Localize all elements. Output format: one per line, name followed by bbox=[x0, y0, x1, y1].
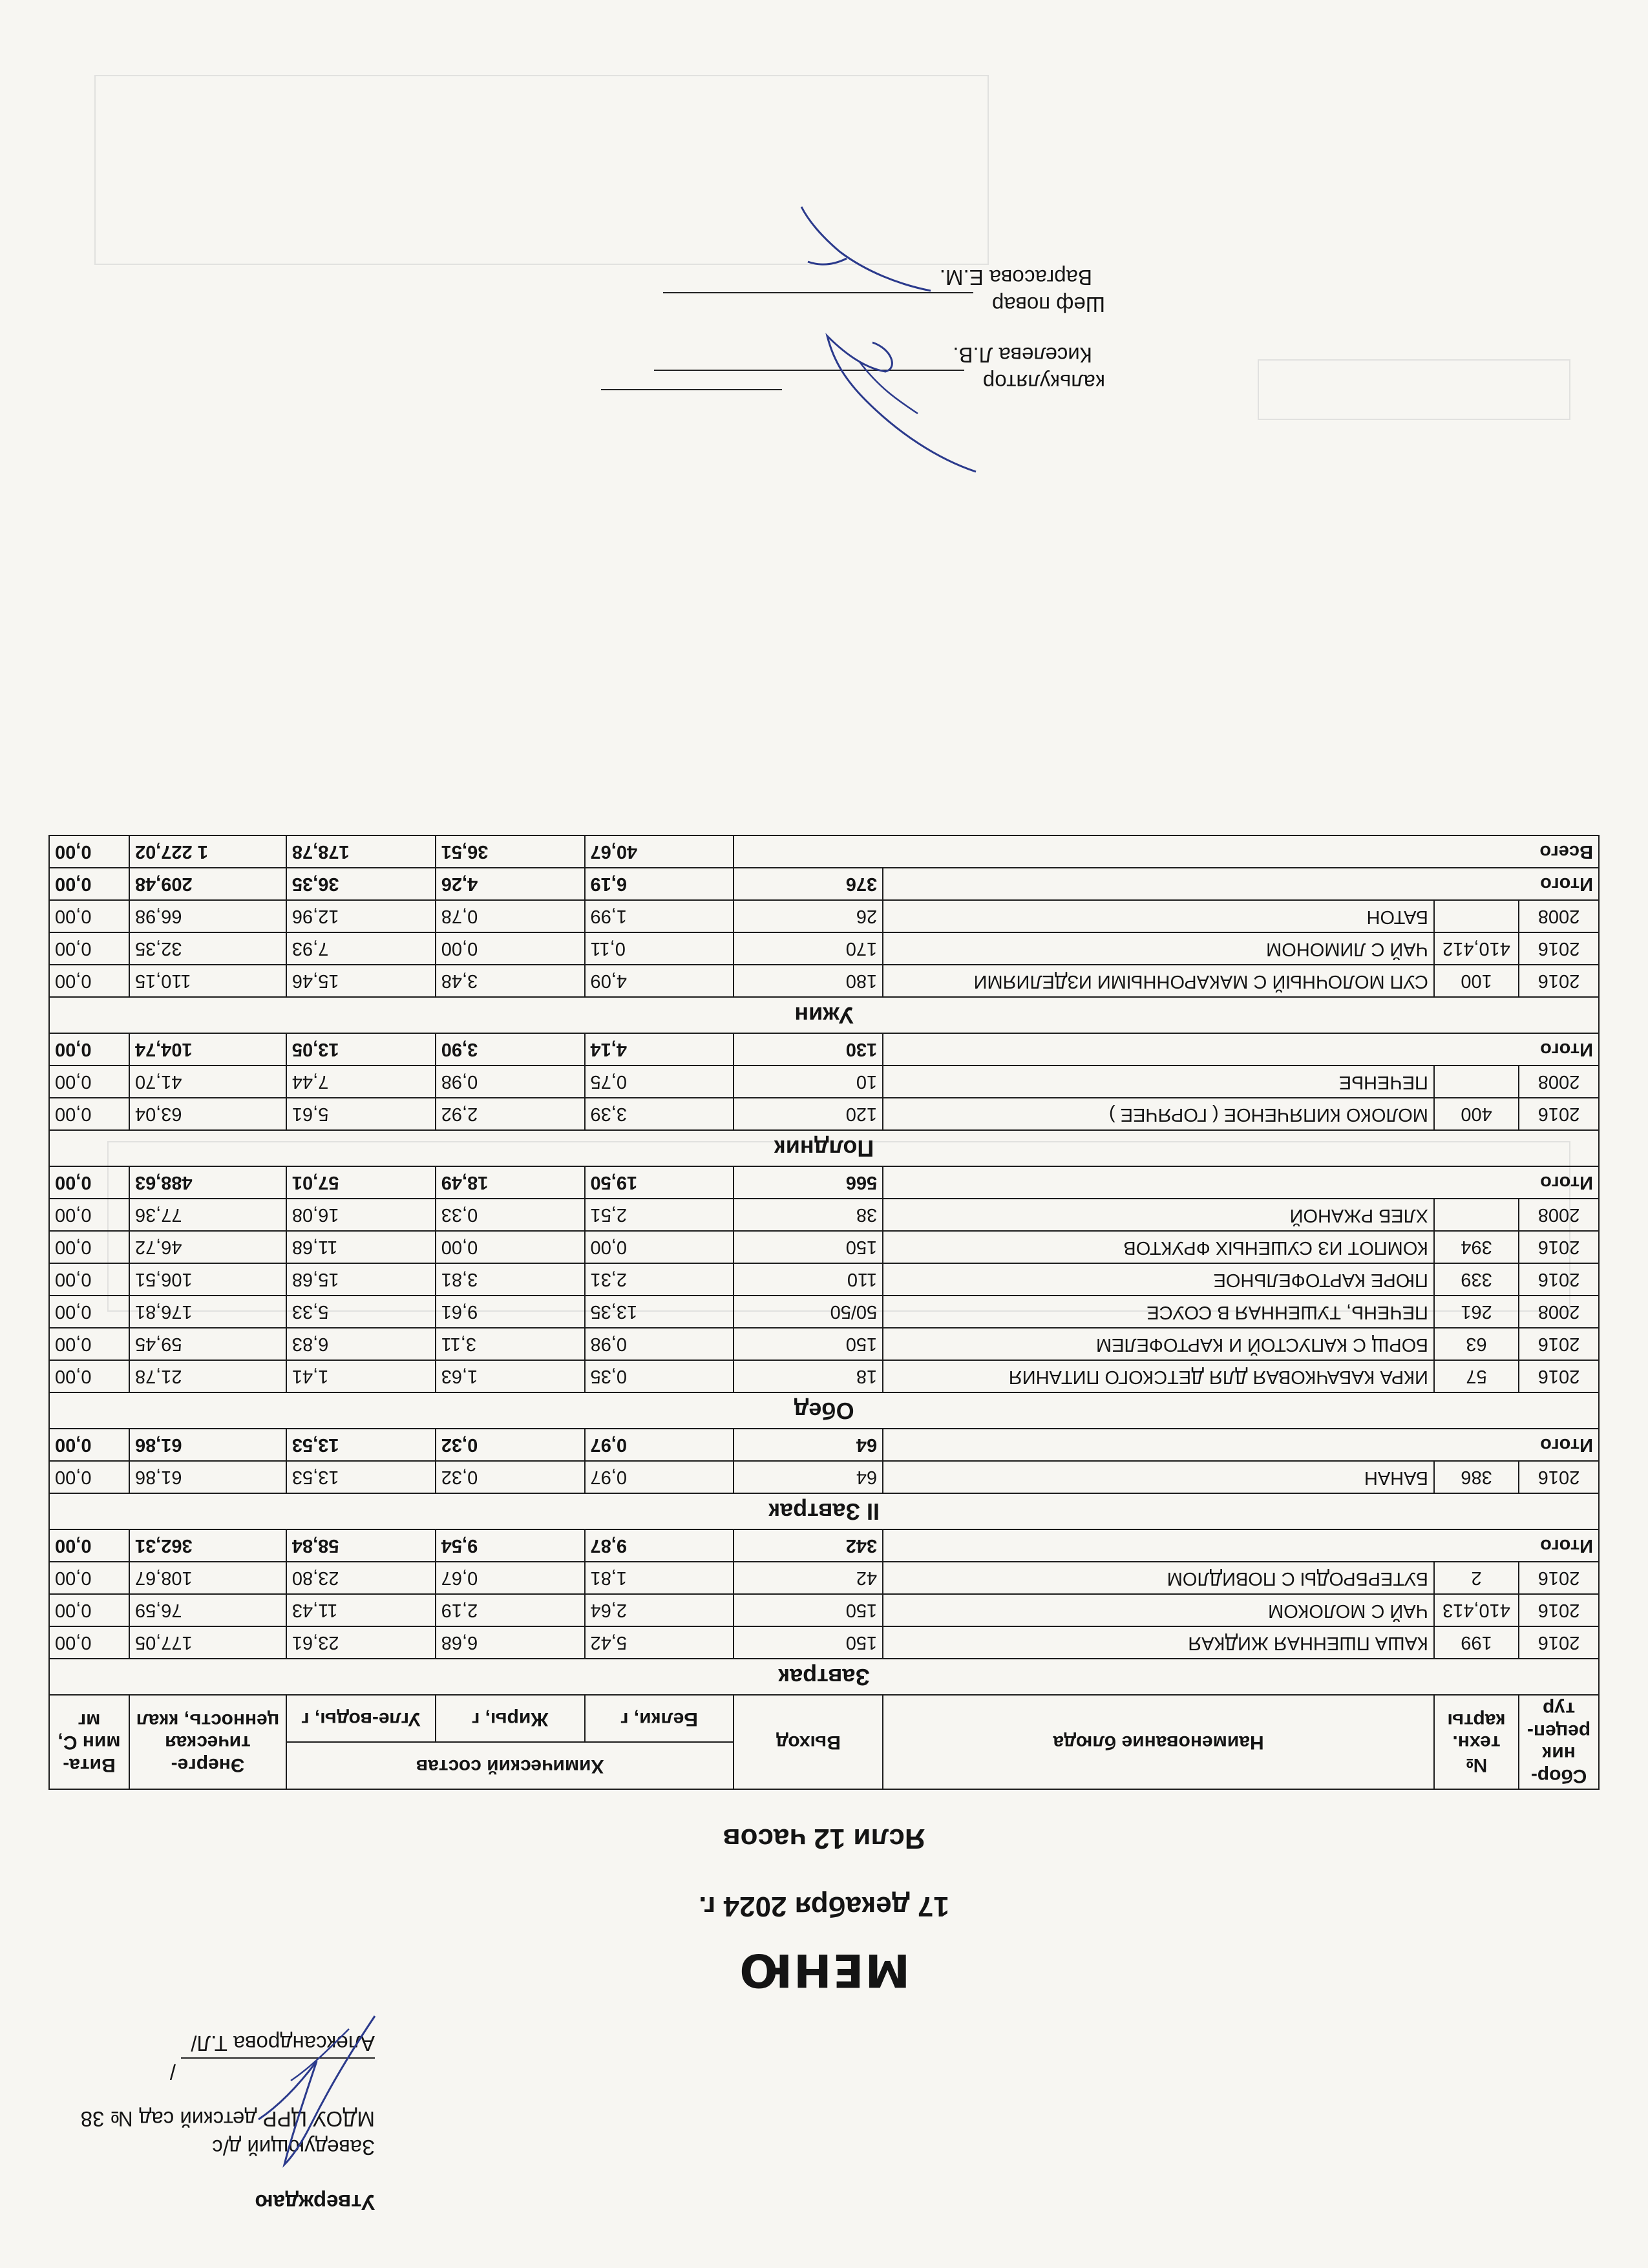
card-cell: 400 bbox=[1434, 1098, 1519, 1130]
fat-cell: 0,78 bbox=[436, 900, 585, 932]
card-cell: 410,412 bbox=[1434, 932, 1519, 965]
total-carbs: 13,05 bbox=[286, 1033, 436, 1066]
total-energy: 362,31 bbox=[129, 1529, 286, 1562]
chef-signature bbox=[776, 200, 944, 317]
total-vitamin: 0,00 bbox=[49, 868, 129, 900]
protein-cell: 5,42 bbox=[585, 1626, 734, 1659]
total-energy: 488,63 bbox=[129, 1166, 286, 1199]
total-row bbox=[49, 1429, 1599, 1461]
collection-cell: 2008 bbox=[1519, 1199, 1599, 1231]
collection-cell: 2016 bbox=[1519, 965, 1599, 997]
total-yield: 566 bbox=[734, 1166, 883, 1199]
vitamin-cell: 0,00 bbox=[49, 1328, 129, 1360]
calculator-label: калькулятор bbox=[982, 370, 1105, 394]
dish-cell: ХЛЕБ РЖАНОЙ bbox=[883, 1199, 1434, 1231]
total-row bbox=[49, 1529, 1599, 1562]
energy-cell: 21,78 bbox=[129, 1360, 286, 1392]
card-cell: 100 bbox=[1434, 965, 1519, 997]
total-energy: 209,48 bbox=[129, 868, 286, 900]
card-cell: 386 bbox=[1434, 1461, 1519, 1493]
total-fat: 3,90 bbox=[436, 1033, 585, 1066]
total-protein: 4,14 bbox=[585, 1033, 734, 1066]
total-protein: 19,50 bbox=[585, 1166, 734, 1199]
menu-table bbox=[48, 835, 1600, 1790]
total-label: Итого bbox=[883, 868, 1599, 900]
fat-cell: 1,63 bbox=[436, 1360, 585, 1392]
table-row bbox=[49, 1594, 1599, 1626]
vitamin-cell: 0,00 bbox=[49, 1066, 129, 1098]
collection-cell: 2016 bbox=[1519, 1562, 1599, 1594]
dish-cell: МОЛОКО КИПЯЧЕНОЕ ( ГОРЯЧЕЕ ) bbox=[883, 1098, 1434, 1130]
collection-cell: 2016 bbox=[1519, 1360, 1599, 1392]
dish-cell: ИКРА КАБАЧКОВАЯ ДЛЯ ДЕТСКОГО ПИТАНИЯ bbox=[883, 1360, 1434, 1392]
fat-cell: 0,33 bbox=[436, 1199, 585, 1231]
card-cell: 199 bbox=[1434, 1626, 1519, 1659]
protein-cell: 13,35 bbox=[585, 1296, 734, 1328]
table-row bbox=[49, 1626, 1599, 1659]
table-row bbox=[49, 965, 1599, 997]
vitamin-cell: 0,00 bbox=[49, 1594, 129, 1626]
card-cell: 261 bbox=[1434, 1296, 1519, 1328]
grand-total-fat: 36,51 bbox=[436, 835, 585, 868]
section-row bbox=[49, 1130, 1599, 1166]
total-vitamin: 0,00 bbox=[49, 1529, 129, 1562]
header-collection: Сбор-ник рецеп-тур bbox=[1519, 1695, 1599, 1789]
card-cell bbox=[1434, 900, 1519, 932]
grand-total-carbs: 178,78 bbox=[286, 835, 436, 868]
fat-cell: 0,98 bbox=[436, 1066, 585, 1098]
table-row bbox=[49, 900, 1599, 932]
menu-table-body bbox=[49, 835, 1599, 1695]
table-header-row bbox=[49, 1742, 1599, 1789]
carbs-cell: 5,33 bbox=[286, 1296, 436, 1328]
table-row bbox=[49, 1231, 1599, 1263]
vitamin-cell: 0,00 bbox=[49, 1296, 129, 1328]
carbs-cell: 15,46 bbox=[286, 965, 436, 997]
yield-cell: 38 bbox=[734, 1199, 883, 1231]
total-yield: 376 bbox=[734, 868, 883, 900]
energy-cell: 110,15 bbox=[129, 965, 286, 997]
header-vitamin: Вита-мин С, мг bbox=[49, 1695, 129, 1789]
menu-group: Ясли 12 часов bbox=[723, 1823, 925, 1854]
yield-cell: 180 bbox=[734, 965, 883, 997]
energy-cell: 61,86 bbox=[129, 1461, 286, 1493]
section-title: II Завтрак bbox=[49, 1493, 1599, 1529]
vitamin-cell: 0,00 bbox=[49, 1263, 129, 1296]
protein-cell: 2,51 bbox=[585, 1199, 734, 1231]
card-cell bbox=[1434, 1066, 1519, 1098]
carbs-cell: 23,80 bbox=[286, 1562, 436, 1594]
dish-cell: КАША ПШЕННАЯ ЖИДКАЯ bbox=[883, 1626, 1434, 1659]
total-label: Итого bbox=[883, 1033, 1599, 1066]
table-row bbox=[49, 1360, 1599, 1392]
carbs-cell: 6,83 bbox=[286, 1328, 436, 1360]
section-row bbox=[49, 1659, 1599, 1695]
fat-cell: 3,81 bbox=[436, 1263, 585, 1296]
carbs-cell: 5,61 bbox=[286, 1098, 436, 1130]
page-title: МЕНЮ bbox=[737, 1944, 911, 1997]
section-row bbox=[49, 1392, 1599, 1429]
card-cell: 63 bbox=[1434, 1328, 1519, 1360]
menu-date: 17 декабря 2024 г. bbox=[699, 1891, 949, 1922]
approval-organization: МДОУ ЦРР детский сад № 38 bbox=[80, 2106, 375, 2131]
total-vitamin: 0,00 bbox=[49, 1429, 129, 1461]
protein-cell: 0,97 bbox=[585, 1461, 734, 1493]
fat-cell: 0,00 bbox=[436, 1231, 585, 1263]
approval-position: Заведующий д/с bbox=[212, 2136, 375, 2160]
yield-cell: 120 bbox=[734, 1098, 883, 1130]
protein-cell: 2,31 bbox=[585, 1263, 734, 1296]
total-protein: 9,87 bbox=[585, 1529, 734, 1562]
collection-cell: 2016 bbox=[1519, 1231, 1599, 1263]
vitamin-cell: 0,00 bbox=[49, 1461, 129, 1493]
carbs-cell: 15,68 bbox=[286, 1263, 436, 1296]
total-energy: 104,74 bbox=[129, 1033, 286, 1066]
header-protein: Белки, г bbox=[585, 1695, 734, 1742]
table-row bbox=[49, 1066, 1599, 1098]
dish-cell: ПЮРЕ КАРТОФЕЛЬНОЕ bbox=[883, 1263, 1434, 1296]
protein-cell: 1,99 bbox=[585, 900, 734, 932]
dish-cell: ПЕЧЕНЬ, ТУШЕННАЯ В СОУСЕ bbox=[883, 1296, 1434, 1328]
vitamin-cell: 0,00 bbox=[49, 1231, 129, 1263]
header-dish: Наименование блюда bbox=[883, 1695, 1434, 1789]
energy-cell: 32,35 bbox=[129, 932, 286, 965]
total-yield: 342 bbox=[734, 1529, 883, 1562]
table-row bbox=[49, 1263, 1599, 1296]
energy-cell: 77,36 bbox=[129, 1199, 286, 1231]
header-carbs: Угле-воды, г bbox=[286, 1695, 436, 1742]
energy-cell: 177,05 bbox=[129, 1626, 286, 1659]
protein-cell: 0,98 bbox=[585, 1328, 734, 1360]
table-row bbox=[49, 1296, 1599, 1328]
vitamin-cell: 0,00 bbox=[49, 1199, 129, 1231]
yield-cell: 150 bbox=[734, 1626, 883, 1659]
collection-cell: 2008 bbox=[1519, 1066, 1599, 1098]
calculator-signature bbox=[782, 310, 995, 498]
grand-total-label: Всего bbox=[734, 835, 1599, 868]
vitamin-cell: 0,00 bbox=[49, 965, 129, 997]
protein-cell: 1,81 bbox=[585, 1562, 734, 1594]
yield-cell: 42 bbox=[734, 1562, 883, 1594]
dish-cell: ПЕЧЕНЬЕ bbox=[883, 1066, 1434, 1098]
fat-cell: 2,19 bbox=[436, 1594, 585, 1626]
dish-cell: ЧАЙ С ЛИМОНОМ bbox=[883, 932, 1434, 965]
card-cell bbox=[1434, 1199, 1519, 1231]
dish-cell: БАТОН bbox=[883, 900, 1434, 932]
protein-cell: 0,35 bbox=[585, 1360, 734, 1392]
fat-cell: 3,11 bbox=[436, 1328, 585, 1360]
collection-cell: 2016 bbox=[1519, 932, 1599, 965]
header-fat: Жиры, г bbox=[436, 1695, 585, 1742]
total-fat: 9,54 bbox=[436, 1529, 585, 1562]
yield-cell: 50/50 bbox=[734, 1296, 883, 1328]
energy-cell: 46,72 bbox=[129, 1231, 286, 1263]
yield-cell: 10 bbox=[734, 1066, 883, 1098]
protein-cell: 4,09 bbox=[585, 965, 734, 997]
total-vitamin: 0,00 bbox=[49, 1033, 129, 1066]
section-title: Завтрак bbox=[49, 1659, 1599, 1695]
header-yield: Выход bbox=[734, 1695, 883, 1789]
collection-cell: 2016 bbox=[1519, 1098, 1599, 1130]
collection-cell: 2008 bbox=[1519, 900, 1599, 932]
fat-cell: 0,32 bbox=[436, 1461, 585, 1493]
chef-label: Шеф повар bbox=[991, 293, 1105, 317]
vitamin-cell: 0,00 bbox=[49, 932, 129, 965]
carbs-cell: 7,93 bbox=[286, 932, 436, 965]
total-fat: 4,26 bbox=[436, 868, 585, 900]
card-cell: 57 bbox=[1434, 1360, 1519, 1392]
carbs-cell: 13,53 bbox=[286, 1461, 436, 1493]
dish-cell: БОРЩ С КАПУСТОЙ И КАРТОФЕЛЕМ bbox=[883, 1328, 1434, 1360]
total-yield: 64 bbox=[734, 1429, 883, 1461]
total-carbs: 58,84 bbox=[286, 1529, 436, 1562]
carbs-cell: 23,61 bbox=[286, 1626, 436, 1659]
card-cell: 410,413 bbox=[1434, 1594, 1519, 1626]
total-label: Итого bbox=[883, 1529, 1599, 1562]
card-cell: 394 bbox=[1434, 1231, 1519, 1263]
total-carbs: 57,01 bbox=[286, 1166, 436, 1199]
header-card: № техн. карты bbox=[1434, 1695, 1519, 1789]
approval-heading: Утверждаю bbox=[255, 2190, 375, 2214]
protein-cell: 2,64 bbox=[585, 1594, 734, 1626]
card-cell: 339 bbox=[1434, 1263, 1519, 1296]
total-protein: 0,97 bbox=[585, 1429, 734, 1461]
table-row bbox=[49, 1461, 1599, 1493]
header-energy: Энерге-тическая ценность, ккал bbox=[129, 1695, 286, 1789]
bleed-through-mark bbox=[1258, 359, 1570, 420]
carbs-cell: 1,41 bbox=[286, 1360, 436, 1392]
collection-cell: 2016 bbox=[1519, 1594, 1599, 1626]
energy-cell: 41,70 bbox=[129, 1066, 286, 1098]
carbs-cell: 11,68 bbox=[286, 1231, 436, 1263]
card-cell: 2 bbox=[1434, 1562, 1519, 1594]
energy-cell: 176,81 bbox=[129, 1296, 286, 1328]
table-row bbox=[49, 1098, 1599, 1130]
energy-cell: 63,04 bbox=[129, 1098, 286, 1130]
fat-cell: 3,48 bbox=[436, 965, 585, 997]
energy-cell: 76,59 bbox=[129, 1594, 286, 1626]
energy-cell: 59,45 bbox=[129, 1328, 286, 1360]
grand-total-energy: 1 227,02 bbox=[129, 835, 286, 868]
fat-cell: 9,61 bbox=[436, 1296, 585, 1328]
energy-cell: 108,67 bbox=[129, 1562, 286, 1594]
grand-total-row bbox=[49, 835, 1599, 868]
vitamin-cell: 0,00 bbox=[49, 900, 129, 932]
dish-cell: СУП МОЛОЧНЫЙ С МАКАРОННЫМИ ИЗДЕЛИЯМИ bbox=[883, 965, 1434, 997]
yield-cell: 150 bbox=[734, 1594, 883, 1626]
fat-cell: 2,92 bbox=[436, 1098, 585, 1130]
protein-cell: 0,75 bbox=[585, 1066, 734, 1098]
yield-cell: 18 bbox=[734, 1360, 883, 1392]
calculator-name: Киселева Л.В. bbox=[953, 343, 1092, 367]
collection-cell: 2016 bbox=[1519, 1461, 1599, 1493]
table-row bbox=[49, 1328, 1599, 1360]
total-fat: 0,32 bbox=[436, 1429, 585, 1461]
total-label: Итого bbox=[883, 1429, 1599, 1461]
dish-cell: ЧАЙ С МОЛОКОМ bbox=[883, 1594, 1434, 1626]
fat-cell: 0,00 bbox=[436, 932, 585, 965]
table-row bbox=[49, 932, 1599, 965]
total-protein: 6,19 bbox=[585, 868, 734, 900]
carbs-cell: 11,43 bbox=[286, 1594, 436, 1626]
section-title: Обед bbox=[49, 1392, 1599, 1429]
total-row bbox=[49, 868, 1599, 900]
yield-cell: 26 bbox=[734, 900, 883, 932]
section-row bbox=[49, 1493, 1599, 1529]
grand-total-protein: 40,67 bbox=[585, 835, 734, 868]
total-label: Итого bbox=[883, 1166, 1599, 1199]
protein-cell: 0,00 bbox=[585, 1231, 734, 1263]
extra-signature-line bbox=[601, 389, 782, 414]
total-vitamin: 0,00 bbox=[49, 1166, 129, 1199]
table-row bbox=[49, 1562, 1599, 1594]
carbs-cell: 7,44 bbox=[286, 1066, 436, 1098]
collection-cell: 2016 bbox=[1519, 1626, 1599, 1659]
total-carbs: 13,53 bbox=[286, 1429, 436, 1461]
table-row bbox=[49, 1199, 1599, 1231]
chef-name: Варгасова Е.М. bbox=[939, 266, 1092, 289]
protein-cell: 3,39 bbox=[585, 1098, 734, 1130]
total-fat: 18,49 bbox=[436, 1166, 585, 1199]
approval-signatory: /Александрова Т.Л/ bbox=[169, 2031, 375, 2084]
director-signature bbox=[233, 2003, 388, 2178]
dish-cell: КОМПОТ ИЗ СУШЕНЫХ ФРУКТОВ bbox=[883, 1231, 1434, 1263]
vitamin-cell: 0,00 bbox=[49, 1098, 129, 1130]
fat-cell: 6,68 bbox=[436, 1626, 585, 1659]
section-title: Полдник bbox=[49, 1130, 1599, 1166]
dish-cell: БУТЕРБРОДЫ С ПОВИДЛОМ bbox=[883, 1562, 1434, 1594]
carbs-cell: 12,96 bbox=[286, 900, 436, 932]
section-row bbox=[49, 997, 1599, 1033]
total-row bbox=[49, 1166, 1599, 1199]
total-carbs: 36,35 bbox=[286, 868, 436, 900]
energy-cell: 66,98 bbox=[129, 900, 286, 932]
fat-cell: 0,67 bbox=[436, 1562, 585, 1594]
collection-cell: 2016 bbox=[1519, 1263, 1599, 1296]
total-energy: 61,86 bbox=[129, 1429, 286, 1461]
vitamin-cell: 0,00 bbox=[49, 1562, 129, 1594]
total-yield: 130 bbox=[734, 1033, 883, 1066]
protein-cell: 0,11 bbox=[585, 932, 734, 965]
section-title: Ужин bbox=[49, 997, 1599, 1033]
dish-cell: БАНАН bbox=[883, 1461, 1434, 1493]
collection-cell: 2016 bbox=[1519, 1328, 1599, 1360]
yield-cell: 170 bbox=[734, 932, 883, 965]
header-chem: Химический состав bbox=[286, 1742, 734, 1789]
energy-cell: 106,51 bbox=[129, 1263, 286, 1296]
collection-cell: 2008 bbox=[1519, 1296, 1599, 1328]
blank-signature-line bbox=[601, 389, 782, 390]
vitamin-cell: 0,00 bbox=[49, 1360, 129, 1392]
grand-total-vitamin: 0,00 bbox=[49, 835, 129, 868]
carbs-cell: 16,08 bbox=[286, 1199, 436, 1231]
vitamin-cell: 0,00 bbox=[49, 1626, 129, 1659]
yield-cell: 64 bbox=[734, 1461, 883, 1493]
yield-cell: 110 bbox=[734, 1263, 883, 1296]
total-row bbox=[49, 1033, 1599, 1066]
yield-cell: 150 bbox=[734, 1231, 883, 1263]
yield-cell: 150 bbox=[734, 1328, 883, 1360]
